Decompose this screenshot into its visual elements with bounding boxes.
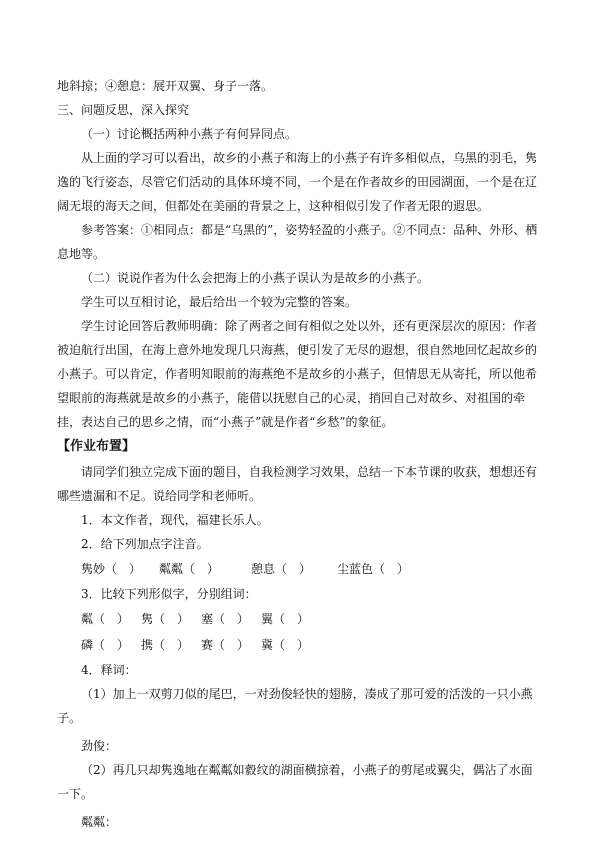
- q3-item: 翼（ ）: [261, 612, 310, 626]
- sub-heading: （二）说说作者为什么会把海上的小燕子误认为是故乡的小燕子。: [81, 271, 430, 285]
- section-heading: 三、问题反思，深入探究: [57, 103, 190, 117]
- q2-item: 粼粼（ ）: [159, 562, 220, 576]
- paragraph: 学生可以互相讨论，最后给出一个较为完整的答案。: [81, 295, 358, 309]
- question-1: 1．本文作者，现代，福建长乐人。: [81, 513, 269, 527]
- q3-item: 携（ ）: [141, 638, 190, 652]
- q2-items-row: [57, 556, 541, 582]
- document-page: [57, 74, 541, 834]
- q3-row-2: [57, 632, 541, 658]
- q3-item: 粼（ ）: [81, 612, 130, 626]
- homework-title: 【作业布置】: [57, 439, 136, 454]
- paragraph-answer: 参考答案：①相同点：都是“乌黑的”，姿势轻盈的小燕子。②不同点：品种、外形、栖息地等。: [57, 223, 538, 261]
- q3-item: 隽（ ）: [141, 612, 190, 626]
- question-4-2-word: 粼粼：: [81, 815, 118, 829]
- homework-intro: 请同学们独立完成下面的题目，自我检测学习效果，总结一下本节课的收获，想想还有哪些遗漏和不足。说给同学和老师听。: [57, 465, 538, 503]
- paragraph: 学生讨论回答后教师明确：除了两者之间有相似之处以外，还有更深层次的原因：作者被迫航行出国，在海上意外地发现几只海燕，便引发了无尽的遐想，很自然地回忆起故乡的小燕子。可以肯定，作者明知眼前的海燕绝不是故乡的小燕子，但情思无从寄托，所以他希望眼前的海燕就是故乡的小燕子，能借以抚慰自己的心灵，捎回自己对故乡、对祖国的牵挂，表达自己的思乡之情，而“小燕子”就是作者“乡愁”的象征。: [57, 319, 538, 429]
- question-4-1: （1）加上一双剪刀似的尾巴，一对劲俊轻快的翅膀，凑成了那可爱的活泼的一只小燕子。: [57, 687, 533, 725]
- q2-item: 隽妙（ ）: [81, 562, 142, 576]
- q3-item: 塞（ ）: [201, 612, 250, 626]
- q3-row-1: [57, 606, 541, 632]
- question-4-2: （2）再几只却隽逸地在粼粼如縠纹的湖面横掠着，小燕子的剪尾或翼尖，偶沾了水面一下。: [57, 763, 533, 801]
- text-line: 地斜掠；④憩息：展开双翼、身子一落。: [57, 79, 274, 93]
- paragraph: 从上面的学习可以看出，故乡的小燕子和海上的小燕子有许多相似点，乌黑的羽毛，隽逸的飞行姿态，尽管它们活动的具体环境不同，一个是在作者故乡的田园湖面，一个是在辽阔无垠的海天之间，但都处在美丽的背景之上，这种相似引发了作者无限的遐思。: [57, 151, 538, 213]
- sub-heading: （一）讨论概括两种小燕子有何异同点。: [81, 127, 298, 141]
- q3-item: 冀（ ）: [261, 638, 310, 652]
- q3-item: 赛（ ）: [201, 638, 250, 652]
- q2-item: 憩息（ ）: [251, 562, 312, 576]
- q2-item: 尘蓝色（ ）: [337, 562, 410, 576]
- question-4-1-word: 劲俊：: [81, 739, 118, 753]
- question-4: 4．释词：: [81, 663, 137, 677]
- question-3: 3．比较下列形似字，分别组词：: [81, 587, 257, 601]
- question-2: 2．给下列加点字注音。: [81, 537, 209, 551]
- q3-item: 磷（ ）: [81, 638, 130, 652]
